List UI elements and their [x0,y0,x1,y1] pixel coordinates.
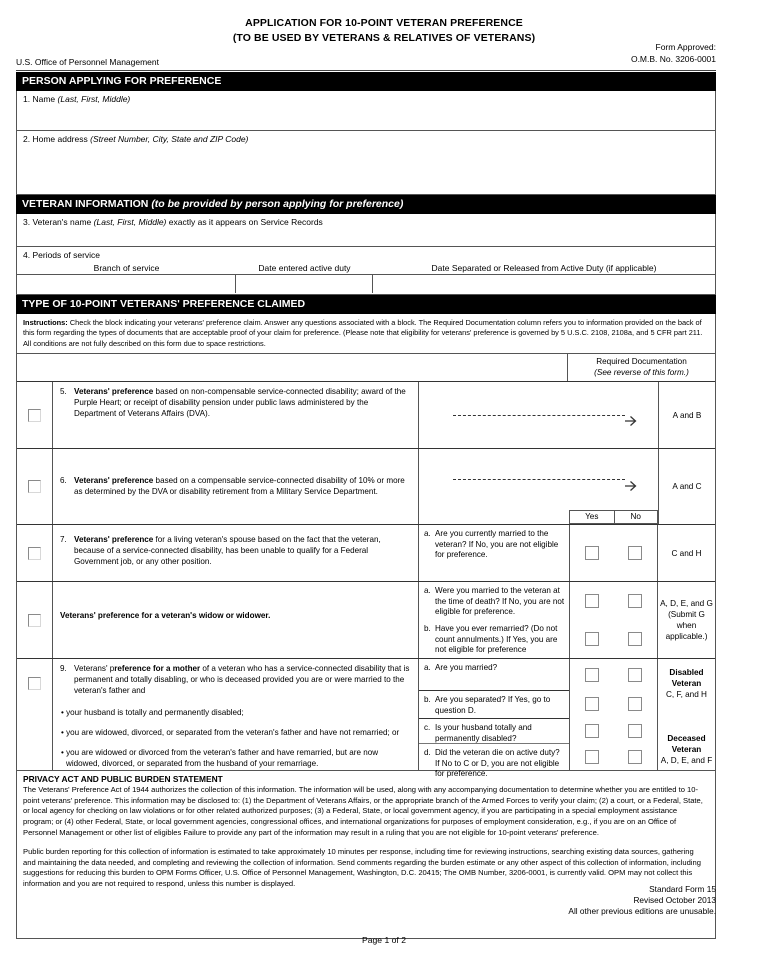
claim-8-qa-yes-checkbox[interactable] [585,594,599,608]
service-col-entered: Date entered active duty [258,263,351,273]
no-header-label: No [614,511,659,524]
doc-header-line1: Required Documentation [596,357,687,367]
field-periods-of-service [16,247,716,295]
required-documentation-header [567,354,715,381]
claim-9-qd-letter: d. [424,748,431,758]
claim-9-qc-letter: c. [424,723,431,733]
claim-9-question-d [419,743,569,779]
claim-8-qa-text: Were you married to the veteran at the time of death? If No, you are not eligible for preference. [435,586,565,617]
service-cell-entered[interactable] [236,275,373,293]
form-title [0,0,768,46]
field-periods-number: 4. [23,250,31,260]
instructions-block [16,314,716,354]
claim-7-number: 7. [60,535,67,545]
band-veteran-main: VETERAN INFORMATION [22,198,149,210]
claim-8-text: Veterans' preference for a veteran's widow or widower. [60,611,271,621]
field-address-number: 2. [23,134,31,144]
claim-7-qa-yes-checkbox[interactable] [585,546,599,560]
claim-9-checkbox-cell[interactable] [17,659,53,770]
claim-7-question-a [419,525,569,581]
claim-9-doc-disabled-text: C, F, and H [666,690,707,700]
claim-6-documentation: A and C [658,449,715,524]
claim-9-checkbox[interactable] [28,677,41,690]
claim-9-question-c [419,718,569,743]
claims-table-header [17,354,715,381]
claim-9-qb-no-checkbox[interactable] [628,697,642,711]
claim-row-9 [17,658,715,779]
service-cell-separated[interactable] [373,275,715,293]
claim-9-qd-yesno[interactable] [570,743,657,770]
claim-8-doc-line2: (Submit G when applicable.) [665,610,708,642]
claim-8-qb-no-checkbox[interactable] [628,632,642,646]
claim-9-qd-no-checkbox[interactable] [628,750,642,764]
claim-7-qa-no-checkbox[interactable] [628,546,642,560]
claim-row-7 [17,524,715,581]
agency-name: U.S. Office of Personnel Management [16,57,160,67]
claim-9-qa-no-checkbox[interactable] [628,668,642,682]
claim-8-qb-letter: b. [424,624,431,634]
claim-8-qa-letter: a. [424,586,431,596]
claim-6-bold-lead: Veterans' preference [74,476,154,486]
field-veteran-name[interactable] [16,214,716,247]
field-address-hint: (Street Number, City, State and ZIP Code) [90,134,249,144]
form-approval-block [631,42,716,65]
claim-6-arrow [419,449,658,510]
claim-8-documentation [658,582,715,658]
claim-7-text: for a living veteran's spouse based on the fact that the veteran, because of a service-connected disability, has been unable to qualify for a Federal Government job, or any other position. [74,535,381,566]
claim-7-documentation: C and H [671,548,702,558]
preference-claims-table [16,354,716,779]
claim-8-question-b [419,620,569,658]
claim-9-questions [419,659,569,779]
claim-7-qa-letter: a. [424,529,431,539]
title-line-1: APPLICATION FOR 10-POINT VETERAN PREFERENCE [245,17,523,29]
claim-9-qb-yesno[interactable] [570,690,657,718]
yes-no-header [569,510,658,524]
claim-9-qd-yes-checkbox[interactable] [585,750,599,764]
service-cell-branch[interactable] [17,275,236,293]
band-veteran-information [16,195,716,214]
claim-row-8 [17,581,715,658]
claim-6-checkbox-cell[interactable] [17,449,53,524]
public-burden-paragraph: Public burden reporting for this collection of information is estimated to take approximately 10 minutes per response, including time for reviewing instructions, searching existing data sources, gathering and maintaining the data needed, and completing and reviewing the collection of information. Send comments regarding the burden estimate or any other aspect of this collection of information, including suggestions for reducing this burden to OPM Forms Officer, U.S. Office of Personnel Management, Washington, D.C. 20415; The OMB Number, 3206-0001, is currently valid. OPM may not collect this information and you are not required to respond, unless this number is displayed. [23,847,701,888]
claim-9-qc-yes-checkbox[interactable] [585,724,599,738]
claim-9-bullet-1: • your husband is totally and permanently disabled; [61,707,244,717]
claim-row-6 [17,448,715,524]
footer-form-name: Standard Form 15 [649,884,716,894]
claim-5-documentation: A and B [658,382,715,448]
claim-9-qa-letter: a. [424,663,431,673]
claim-9-doc-disabled-title: Disabled Veteran [669,668,704,689]
claim-5-arrow [419,382,658,448]
claim-6-description [53,449,419,524]
claim-7-description [53,525,419,581]
claim-9-qd-text: Did the veteran die on active duty? If No to C or D, you are not eligible for preference. [435,748,560,779]
service-table-header [17,261,715,274]
doc-header-line2: (See reverse of this form.) [594,368,689,378]
privacy-act-paragraph-1: The Veterans' Preference Act of 1944 authorizes the collection of this information. The information will be used, along with any accompanying documentation to determine whether you are entitled to 10-point veterans' preference. This information may be disclosed to: (1) the Department of Veterans Affairs, or the appropriate branch of the Armed Forces to verify your claim; (2) a court, or a Federal, State, or local agency for checking on law violations or for other related authorized purposes; (3) a Federal, State, or local government agency, if you are participating in a special employment assistance program; or (4) other Federal, State, or local government agencies, congressional offices, and international organizations for purposes of employment consideration, e.g., if you are on an Office of Personnel Management or other list of eligibles Failure to provide any part of the information may result in a ruling that you are not eligible for 10-point veterans' preference. [23,785,703,837]
service-table-row[interactable] [17,274,715,293]
claim-9-number: 9. [60,664,67,674]
claim-9-qb-text: Are you separated? If Yes, go to question D. [435,695,551,715]
band-veteran-italic: (to be provided by person applying for preference) [151,198,404,210]
claim-7-checkbox-cell[interactable] [17,525,53,581]
form-footer [568,884,716,917]
claim-9-qa-yes-checkbox[interactable] [585,668,599,682]
claim-8-question-a [419,582,569,620]
claim-8-questions [419,582,569,658]
band-preference-claimed: TYPE OF 10-POINT VETERANS' PREFERENCE CLAIMED [16,295,716,314]
claim-7-bold-lead: Veterans' preference [74,535,154,545]
claim-6-dashline [453,479,625,480]
footer-editions: All other previous editions are unusable. [568,906,716,916]
claim-8-checkbox-cell[interactable] [17,582,53,658]
claim-8-checkbox[interactable] [28,614,41,627]
claim-5-checkbox[interactable] [28,409,41,422]
claim-6-text: based on a compensable service-connected disability of 10% or more as determined by the DVA or disability retirement from a Military Service Department. [74,476,405,497]
claim-7-qa-yesno[interactable] [570,525,657,581]
field-vetname-number: 3. [23,217,31,227]
claim-9-qc-no-checkbox[interactable] [628,724,642,738]
claim-9-qb-yes-checkbox[interactable] [585,697,599,711]
field-vetname-post: exactly as it appears on Service Records [168,217,323,227]
claim-9-documentation [658,659,715,770]
claim-9-doc-deceased-text: A, D, E, and F [660,756,713,766]
claim-7-checkbox[interactable] [28,547,41,560]
field-vetname-hint: (Last, First, Middle) [93,217,167,227]
claim-9-text: of a veteran who has a service-connected disability that is permanent and totally disabling, or who is deceased provided you are or were married to the veteran's father and [74,664,410,695]
claim-9-yesno [569,659,658,770]
claim-8-doc-line1: A, D, E, and G [660,599,713,609]
claim-5-dashline [453,415,625,416]
claim-8-description [53,582,419,658]
claim-8-qa-no-checkbox[interactable] [628,594,642,608]
claim-7-yesno [569,525,658,581]
service-col-branch: Branch of service [93,263,160,273]
claim-9-question-a [419,659,569,690]
omb-number: O.M.B. No. 3206-0001 [630,53,716,64]
claim-9-doc-deceased-title: Deceased Veteran [667,734,706,755]
yes-header-label: Yes [569,511,614,524]
claim-5-number: 5. [60,387,67,397]
claim-5-description [53,382,419,448]
privacy-act-heading: PRIVACY ACT AND PUBLIC BURDEN STATEMENT [23,774,223,785]
agency-divider [16,70,716,71]
form-approved-label: Form Approved: [655,42,716,52]
claim-9-qb-letter: b. [424,695,431,705]
instructions-text: Check the block indicating your veterans' preference claim. Answer any questions associated with a block. The Required Documentation column refers you to information provided on the back of this form regarding the types of documents that are acceptable proof of your claim for preference. (Please note that eligibility for veterans' preference is governed by 5 U.S.C. 2108, 2108a, and 5 CFR part 211. All conditions are not fully described on this form due to space restrictions. [23,318,703,348]
field-name-hint: (Last, First, Middle) [57,94,131,104]
claim-9-bullet-2: • you are widowed, divorced, or separated from the veteran's father and have not remarried; or [61,728,400,738]
field-address-label: Home address [32,134,88,144]
claim-8-yesno [569,582,658,658]
instructions-label: Instructions: [23,318,68,327]
header-spacer [17,354,567,381]
service-col-separated: Date Separated or Released from Active Duty (if applicable) [431,263,657,273]
field-vetname-pre: Veteran's name [32,217,92,227]
claim-6-number: 6. [60,476,67,486]
claim-9-lead-plain: Veterans' p [74,664,115,674]
claim-8-qb-yes-checkbox[interactable] [585,632,599,646]
footer-revised: Revised October 2013 [633,895,716,905]
field-name-label: Name [32,94,56,104]
claim-5-bold-lead: Veterans' preference [74,387,154,397]
claim-9-qc-yesno[interactable] [570,718,657,743]
field-name-number: 1. [23,94,31,104]
title-line-2: (TO BE USED BY VETERANS & RELATIVES OF VETERANS) [232,32,536,44]
claim-8-qa-yesno[interactable] [570,582,657,620]
claim-8-qb-yesno[interactable] [570,620,657,658]
claim-7-qa-text: Are you currently married to the veteran? If No, you are not eligible for preference. [435,529,559,560]
field-periods-label: Periods of service [32,250,101,260]
claim-8-qb-text: Have you ever remarried? (Do not count annulments.) If Yes, you are not eligible for preference [435,624,558,655]
claim-9-bold-lead: reference for a mother [114,664,201,674]
claim-9-description [53,659,419,770]
claim-7-questions [419,525,569,581]
claim-5-checkbox-cell[interactable] [17,382,53,448]
claim-9-qa-text: Are you married? [435,663,498,673]
claim-9-qa-yesno[interactable] [570,659,657,690]
claim-row-5 [17,381,715,448]
claim-9-question-b [419,690,569,718]
field-name[interactable] [16,91,716,131]
claim-9-bullet-3: • you are widowed or divorced from the veteran's father and have remarried, but are now widowed, divorced, or separated from the husband of your remarriage. [61,748,379,768]
field-home-address[interactable] [16,131,716,195]
claim-9-qc-text: Is your husband totally and permanently disabled? [435,723,532,743]
band-person-applying: PERSON APPLYING FOR PREFERENCE [16,72,716,91]
page-indicator: Page 1 of 2 [362,935,406,945]
claim-6-checkbox[interactable] [28,480,41,493]
claim-5-text: based on non-compensable service-connected disability; award of the Purple Heart; or receipt of disability pension under public laws administered by the Department of Veterans Affairs (DVA). [74,387,406,418]
